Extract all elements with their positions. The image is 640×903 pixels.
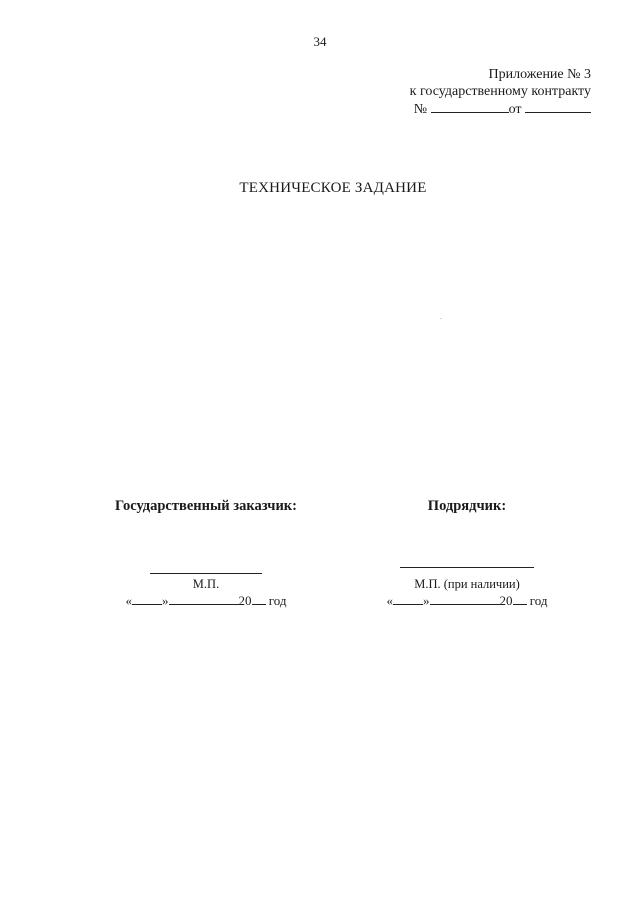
contract-number-prefix: № xyxy=(413,102,428,117)
customer-signature-column xyxy=(96,498,316,609)
customer-year-suffix: год xyxy=(268,593,287,608)
contract-number-blank xyxy=(431,100,509,113)
customer-year-prefix: 20 xyxy=(238,593,252,608)
customer-day-blank xyxy=(132,593,162,605)
contractor-year-prefix: 20 xyxy=(499,593,513,608)
contractor-quote-close: » xyxy=(423,593,430,608)
contractor-signature-line xyxy=(400,566,534,568)
customer-stamp-label: М.П. xyxy=(192,577,220,591)
appendix-header xyxy=(410,66,591,118)
customer-quote-open: « xyxy=(125,593,132,608)
contractor-heading: Подрядчик: xyxy=(427,498,507,514)
contractor-signature-column xyxy=(358,498,576,609)
contractor-date-line xyxy=(358,593,576,609)
appendix-contract-ref: к государственному контракту xyxy=(409,84,591,99)
document-title: ТЕХНИЧЕСКОЕ ЗАДАНИЕ xyxy=(239,180,427,196)
signature-block xyxy=(0,498,640,628)
contractor-quote-open: « xyxy=(386,593,393,608)
contractor-year-blank xyxy=(513,593,527,605)
customer-quote-close: » xyxy=(162,593,169,608)
page-number: 34 xyxy=(313,34,327,49)
appendix-title: Приложение № 3 xyxy=(488,67,591,82)
contract-date-prefix: от xyxy=(508,102,522,117)
customer-year-blank xyxy=(252,593,266,605)
appendix-number-date-line xyxy=(410,100,591,118)
customer-date-line xyxy=(96,593,316,609)
scan-speck xyxy=(440,318,442,319)
contractor-month-blank xyxy=(430,593,500,605)
contractor-day-blank xyxy=(393,593,423,605)
customer-signature-line xyxy=(150,572,262,574)
contractor-year-suffix: год xyxy=(529,593,548,608)
customer-month-blank xyxy=(169,593,239,605)
contractor-stamp-label: М.П. (при наличии) xyxy=(414,577,520,591)
customer-heading: Государственный заказчик: xyxy=(115,498,297,514)
contract-date-blank xyxy=(525,100,591,113)
